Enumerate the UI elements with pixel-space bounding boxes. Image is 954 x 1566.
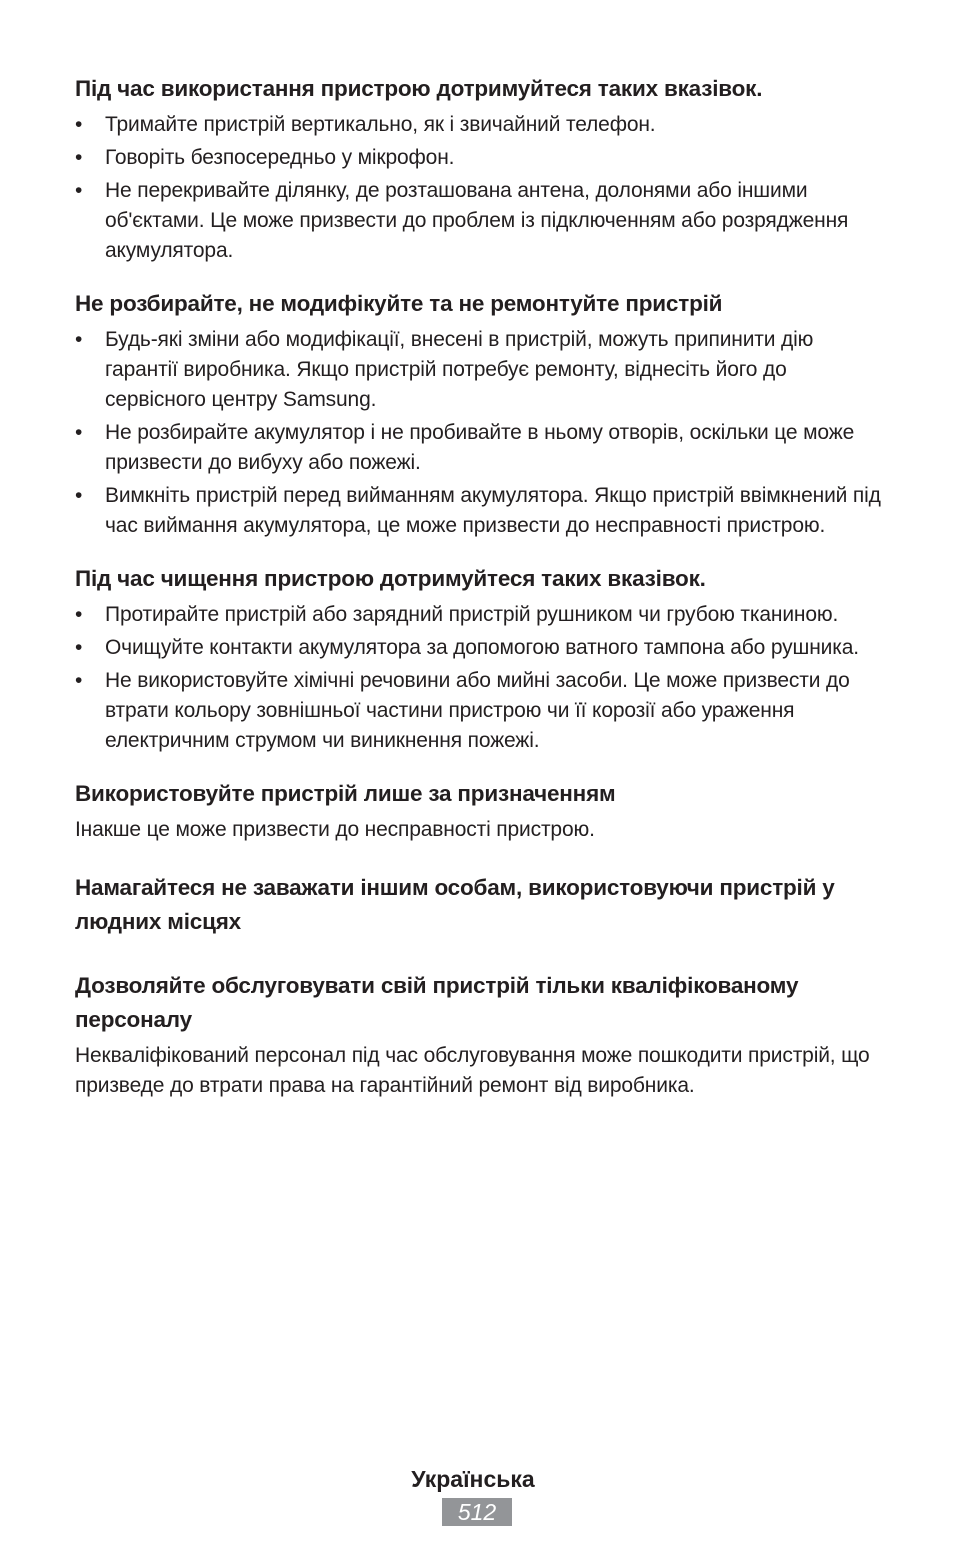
- list-item: • Очищуйте контакти акумулятора за допомогою ватного тампона або рушника.: [75, 633, 885, 663]
- list-item: • Не використовуйте хімічні речовини або мийні засоби. Це може призвести до втрати кольору зовнішньої частини пристрою чи її корозії або ураження електричним струмом чи виникнення пожежі.: [75, 666, 885, 756]
- section-heading: Не розбирайте, не модифікуйте та не ремонтуйте пристрій: [75, 291, 723, 316]
- document-body: [75, 72, 885, 1101]
- section-heading: Використовуйте пристрій лише за призначенням: [75, 781, 616, 806]
- section-text: Некваліфікований персонал під час обслуговування може пошкодити пристрій, що призведе до втрати права на гарантійний ремонт від виробника.: [75, 1044, 870, 1097]
- section-heading: Дозволяйте обслуговувати свій пристрій тільки кваліфікованому персоналу: [75, 973, 799, 1032]
- section-intended-use: [75, 777, 885, 845]
- section-do-not-disassemble: [75, 287, 885, 541]
- list-item: • Не розбирайте акумулятор і не пробивайте в ньому отворів, оскільки це може призвести до вибуху або пожежі.: [75, 418, 885, 478]
- list-item: • Вимкніть пристрій перед вийманням акумулятора. Якщо пристрій ввімкнений під час виймання акумулятора, це може призвести до несправності пристрою.: [75, 481, 885, 541]
- list-item: • Не перекривайте ділянку, де розташована антена, долонями або іншими об'єктами. Це може призвести до проблем із підключенням або розрядження акумулятора.: [75, 176, 885, 266]
- page-number-badge: 512: [442, 1498, 512, 1526]
- section-qualified-service: [75, 969, 885, 1101]
- footer-language: Українська: [411, 1466, 535, 1492]
- page-footer: [0, 1462, 954, 1526]
- section-heading: Під час використання пристрою дотримуйтеся таких вказівок.: [75, 76, 763, 101]
- bullet-list: [75, 325, 885, 541]
- section-heading: Намагайтеся не заважати іншим особам, використовуючи пристрій у людних місцях: [75, 875, 835, 934]
- list-item: • Будь-які зміни або модифікації, внесені в пристрій, можуть припинити дію гарантії виробника. Якщо пристрій потребує ремонту, віднесіть його до сервісного центру Samsung.: [75, 325, 885, 415]
- section-public-places: [75, 871, 885, 939]
- section-usage-guidelines: [75, 72, 885, 266]
- list-item: • Тримайте пристрій вертикально, як і звичайний телефон.: [75, 110, 885, 140]
- bullet-list: [75, 600, 885, 756]
- bullet-list: [75, 110, 885, 266]
- section-cleaning-guidelines: [75, 562, 885, 756]
- section-heading: Під час чищення пристрою дотримуйтеся таких вказівок.: [75, 566, 706, 591]
- list-item: • Говоріть безпосередньо у мікрофон.: [75, 143, 885, 173]
- section-text: Інакше це може призвести до несправності пристрою.: [75, 818, 595, 841]
- list-item: • Протирайте пристрій або зарядний пристрій рушником чи грубою тканиною.: [75, 600, 885, 630]
